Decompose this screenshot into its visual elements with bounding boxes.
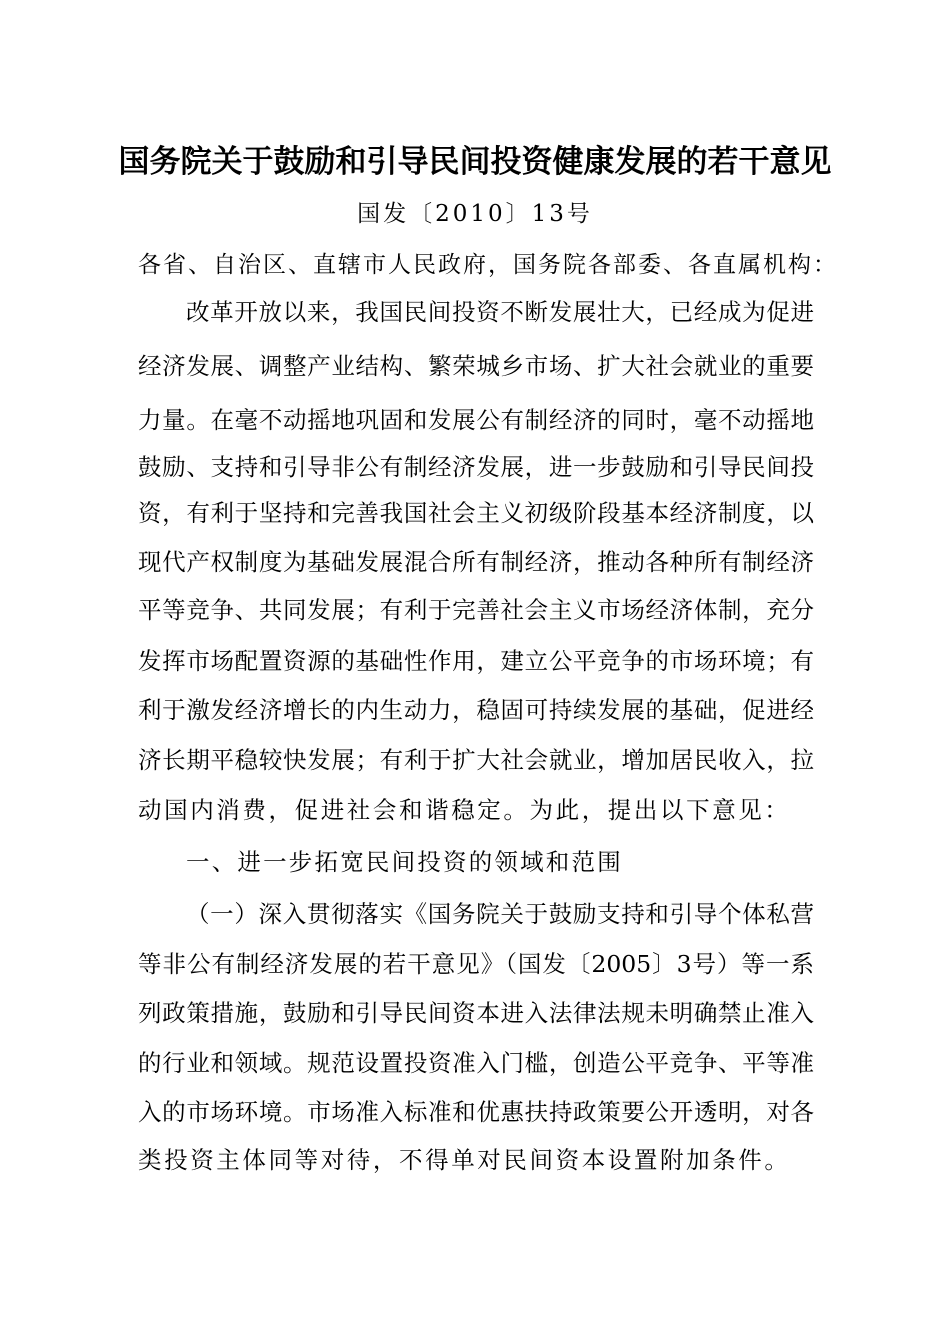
paragraph-line: 动国内消费，促进社会和谐稳定。为此，提出以下意见：	[138, 796, 791, 824]
paragraph-line: 利于激发经济增长的内生动力，稳固可持续发展的基础，促进经	[138, 696, 814, 724]
paragraph-line: 发挥市场配置资源的基础性作用，建立公平竞争的市场环境；有	[138, 647, 814, 675]
document-number: 国发〔2010〕13号	[357, 201, 593, 227]
paragraph-line: 力量。在毫不动摇地巩固和发展公有制经济的同时，毫不动摇地	[138, 406, 814, 434]
paragraph-line: 经济发展、调整产业结构、繁荣城乡市场、扩大社会就业的重要	[138, 352, 814, 380]
document-title: 国务院关于鼓励和引导民间投资健康发展的若干意见	[118, 144, 832, 180]
paragraph-line: 现代产权制度为基础发展混合所有制经济，推动各种所有制经济	[138, 548, 814, 576]
paragraph-line: 济长期平稳较快发展；有利于扩大社会就业，增加居民收入，拉	[138, 746, 814, 774]
section-heading: 一、进一步拓宽民间投资的领域和范围	[186, 848, 623, 876]
addressee-line: 各省、自治区、直辖市人民政府，国务院各部委、各直属机构：	[138, 252, 838, 278]
paragraph-line: 鼓励、支持和引导非公有制经济发展，进一步鼓励和引导民间投	[138, 453, 814, 481]
paragraph-line: 类投资主体同等对待，不得单对民间资本设置附加条件。	[138, 1146, 791, 1174]
paragraph-line: 改革开放以来，我国民间投资不断发展壮大，已经成为促进	[186, 298, 814, 326]
paragraph-line: 平等竞争、共同发展；有利于完善社会主义市场经济体制，充分	[138, 596, 814, 624]
paragraph-line: 的行业和领域。规范设置投资准入门槛，创造公平竞争、平等准	[138, 1049, 814, 1077]
paragraph-line: （一）深入贯彻落实《国务院关于鼓励支持和引导个体私营	[186, 900, 814, 928]
paragraph-line: 列政策措施，鼓励和引导民间资本进入法律法规未明确禁止准入	[138, 999, 814, 1027]
paragraph-line: 入的市场环境。市场准入标准和优惠扶持政策要公开透明，对各	[138, 1098, 814, 1126]
paragraph-line: 资，有利于坚持和完善我国社会主义初级阶段基本经济制度，以	[138, 499, 814, 527]
paragraph-line: 等非公有制经济发展的若干意见》（国发〔2005〕3号）等一系	[138, 950, 814, 978]
